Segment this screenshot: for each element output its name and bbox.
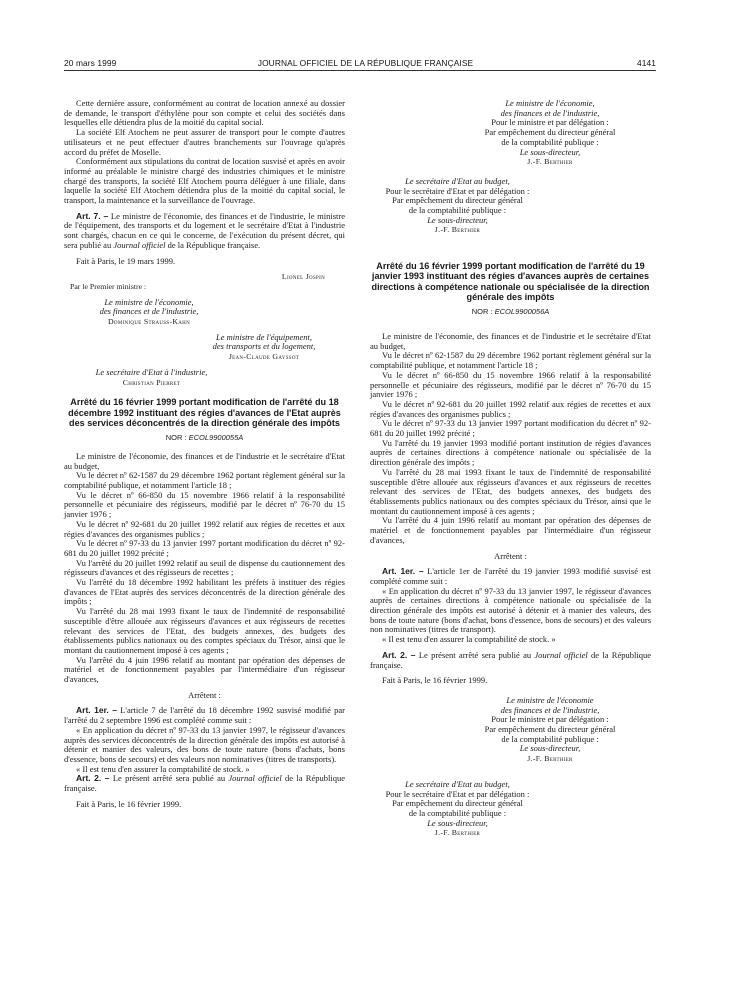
article-7: Art. 7. – Le ministre de l'économie, des finances et de l'industrie, le ministre de l'équipement, des transports et du logement et le secrétaire d'Etat à l'industrie sont chargés, chacun en ce qui le concerne, de l'exécution du présent décret, qui sera publié au Journal officiel de la République française. [64, 210, 345, 250]
article-label: Art. 2. – [76, 773, 110, 784]
visa: Vu le décret nº 92-681 du 20 juillet 1992 relatif aux régies de recettes et aux régies d'avances des organismes publics ; [370, 398, 651, 419]
quote: « Il est tenu d'en assurer la comptabilité de stock. » [382, 634, 556, 645]
visa: Vu le décret nº 62-1587 du 29 décembre 1962 portant règlement général sur la comptabilité publique, et notamment l'article 18 ; [370, 350, 651, 371]
visa: Vu le décret nº 92-681 du 20 juillet 1992 relatif aux régies de recettes et aux régies d'avances des organismes publics ; [64, 518, 345, 539]
visa: Vu le décret nº 66-850 du 15 novembre 1966 relatif à la responsabilité personnelle et pécuniaire des régisseurs, modifié par le décret nº 76-70 du 15 janvier 1976 ; [370, 369, 651, 400]
quote: « En application du décret nº 97-33 du 13 janvier 1997, le régisseur d'avances auprès de certaines directions à compétence nationale ou spécialisée de la direction générale des impôts est autorisé à détenir et à manier des valeurs, des bons de toute nature (bons d'achat, bons d'essence, bons de secours) et des valeurs non nominatives (titres de transport). [370, 585, 651, 635]
signature-block-1: Le ministre de l'économie, des finances et de l'industrie, Pour le ministre et par délégation : Par empêchement du directeur général de la comptabilité publique : Le sous-directeur, J.-F. Berthier [484, 98, 616, 167]
visa: Le ministre de l'économie, des finances et de l'industrie et le secrétaire d'Etat au budget, [64, 450, 345, 471]
signature-pm-name: Lionel Jospin [281, 272, 325, 282]
visa: Vu l'arrêté du 4 juin 1996 relatif au montant par opération des dépenses de matériel et de fonctionnement payables par l'intermédiaire d'un régisseur d'avances, [370, 515, 651, 545]
article-label: Art. 1er. – [382, 566, 424, 577]
arretent-heading: Arrêtent : [188, 689, 221, 700]
visa: Le ministre de l'économie, des finances et de l'industrie et le secrétaire d'Etat au budget, [370, 331, 651, 351]
header-page-number: 4141 [636, 58, 656, 68]
visa: Vu le décret nº 66-850 du 15 novembre 1966 relatif à la responsabilité personnelle et pécuniaire des régisseurs, modifié par le décret nº 76-70 du 15 janvier 1976 ; [64, 489, 345, 520]
visa: Vu le décret nº 97-33 du 13 janvier 1997 portant modification du décret nº 92-681 du 20 juillet 1992 précité ; [64, 538, 345, 558]
visa: Vu l'arrêté du 20 juillet 1992 relatif au seuil de dispense du cautionnement des régisseurs d'avances et des régisseurs de recettes ; [64, 557, 345, 578]
visa: Vu le décret nº 97-33 du 13 janvier 1997 portant modification du décret nº 92-681 du 20 juillet 1992 précité ; [370, 418, 651, 439]
article-1: Art. 1er. – L'article 1er de l'arrêté du 19 janvier 1993 modifié susvisé est complété comme suit : [370, 566, 651, 586]
visa: Vu l'arrêté du 4 juin 1996 relatif au montant par opération des dépenses de matériel et de fonctionnement payables par l'intermédiaire d'un régisseur d'avances, [64, 654, 345, 685]
left-column [64, 99, 345, 809]
header-journal-title: JOURNAL OFFICIEL DE LA RÉPUBLIQUE FRANÇAISE [257, 58, 474, 68]
right-column [370, 99, 651, 838]
signature-pm-line: Par le Premier ministre : [70, 281, 147, 291]
fait-date: Fait à Paris, le 16 février 1999. [382, 675, 488, 686]
signature-block-eco: Le ministre de l'économie, des finances et de l'industrie, Dominique Strauss-Kahn [99, 296, 199, 327]
header-date: 20 mars 1999 [64, 58, 117, 68]
article-label: Art. 1er. – [76, 705, 117, 716]
visa: Vu l'arrêté du 18 décembre 1992 habilitant les préfets à instituer des régies d'avances de l'Etat auprès des services déconcentrés de la direction générale des impôts ; [64, 577, 345, 607]
article-2: Art. 2. – Le présent arrêté sera publié au Journal officiel de la République française. [64, 773, 345, 794]
signature-block-equip: Le ministre de l'équipement, des transports et du logement, Jean-Claude Gayssot [212, 331, 316, 362]
nor-reference: NOR : ECOL9900055A [165, 433, 244, 443]
paragraph: Cette dernière assure, conformément au contrat de location annexé au dossier de demande, le transport d'éthylène pour son compte et celui des sociétés dans lesquelles elle détiendra plus de la moitié du capital social. [64, 98, 345, 128]
quote: « En application du décret nº 97-33 du 13 janvier 1997, le régisseur d'avances auprès des services déconcentrés de la direction générale des impôts est autorisé à détenir et manier des valeurs, des bons de toute nature (bons d'achats, bons d'essence, bons de secours) et des valeurs non nominatives (titres de transports). [64, 724, 345, 764]
signature-block-2: Le secrétaire d'Etat au budget, Pour le secrétaire d'Etat et par délégation : Par empêchement du directeur général de la comptabilité publique : Le sous-directeur, J.-F. Berthier [385, 175, 530, 235]
article-label: Art. 7. – [76, 210, 109, 221]
article-1: Art. 1er. – L'article 7 de l'arrêté du 18 décembre 1992 susvisé modifié par l'arrêté du 2 septembre 1996 est complété comme suit : [64, 705, 345, 726]
quote: « Il est tenu d'en assurer la comptabilité de stock. » [76, 763, 250, 774]
visa: Vu l'arrêté du 28 mai 1993 fixant le taux de l'indemnité de responsabilité susceptible d'être allouée aux régisseurs d'avances et aux régisseurs de recettes relevant des services de l'Etat, des budgets annexes, des budgets des établissements publics nationaux ou des comptes spéciaux du Trésor, ainsi que le montant du cautionnement imposé à ces agents ; [370, 466, 651, 516]
fait-date: Fait à Paris, le 16 février 1999. [76, 798, 182, 809]
visa: Vu le décret nº 62-1587 du 29 décembre 1962 portant règlement général sur la comptabilité publique, et notamment l'article 18 ; [64, 470, 345, 490]
paragraph: Conformément aux stipulations du contrat de location susvisé et après en avoir informé au préalable le ministre chargé des industries chimiques et le ministre chargé des transports, la société Elf Atochem pourra déléguer à une filiale, dans laquelle la société Elf Atochem détiendra plus de la moitié du capital social, le transport, la maintenance et la surveillance de l'ouvrage. [64, 156, 345, 206]
paragraph: La société Elf Atochem ne peut assurer de transport pour le compte d'autres utilisateurs et ne peut effectuer d'autres branchements sur l'ouvrage qu'après accord du préfet de Moselle. [64, 127, 345, 157]
arrete-title: Arrêté du 16 février 1999 portant modification de l'arrêté du 19 janvier 1993 instituant des régies d'avances auprès de certaines directions à compétence nationale ou spécialisée de la direction générale des impôts [371, 261, 650, 303]
visa: Vu l'arrêté du 19 janvier 1993 modifié portant institution de régies d'avances auprès de certaines directions à compétence nationale ou spécialisée de la direction générale des impôts ; [370, 437, 651, 468]
signature-block-industry: Le secrétaire d'Etat à l'industrie, Christian Pierret [95, 366, 208, 387]
arrete-title: Arrêté du 16 février 1999 portant modification de l'arrêté du 18 décembre 1992 instituant des régies d'avances de l'Etat auprès des services déconcentrés de la direction générale des impôts [68, 397, 341, 428]
visa: Vu l'arrêté du 28 mai 1993 fixant le taux de l'indemnité de responsabilité susceptible d'être allouée aux régisseurs d'avances et aux régisseurs de recettes relevant des services de l'Etat, des budgets annexes, des budgets des établissements publics nationaux ou des comptes spéciaux du Trésor, ainsi que le montant du cautionnement imposé à ces agents ; [64, 606, 345, 655]
nor-reference: NOR : ECOL9900056A [471, 307, 550, 317]
signature-block-4: Le secrétaire d'Etat au budget, Pour le secrétaire d'Etat et par délégation : Par empêchement du directeur général de la comptabilité publique : Le sous-directeur, J.-F. Berthier [385, 778, 530, 838]
arretent-heading: Arrêtent : [494, 550, 527, 561]
article-label: Art. 2. – [382, 649, 416, 660]
fait-date: Fait à Paris, le 19 mars 1999. [76, 255, 176, 266]
signature-block-3: Le ministre de l'économie des finances et de l'industrie, Pour le ministre et par délégation : Par empêchement du directeur général de la comptabilité publique : Le sous-directeur, J.-F. Berthier [484, 694, 616, 764]
header-rule [64, 70, 656, 71]
article-2: Art. 2. – Le présent arrêté sera publié au Journal officiel de la République française. [370, 649, 651, 670]
